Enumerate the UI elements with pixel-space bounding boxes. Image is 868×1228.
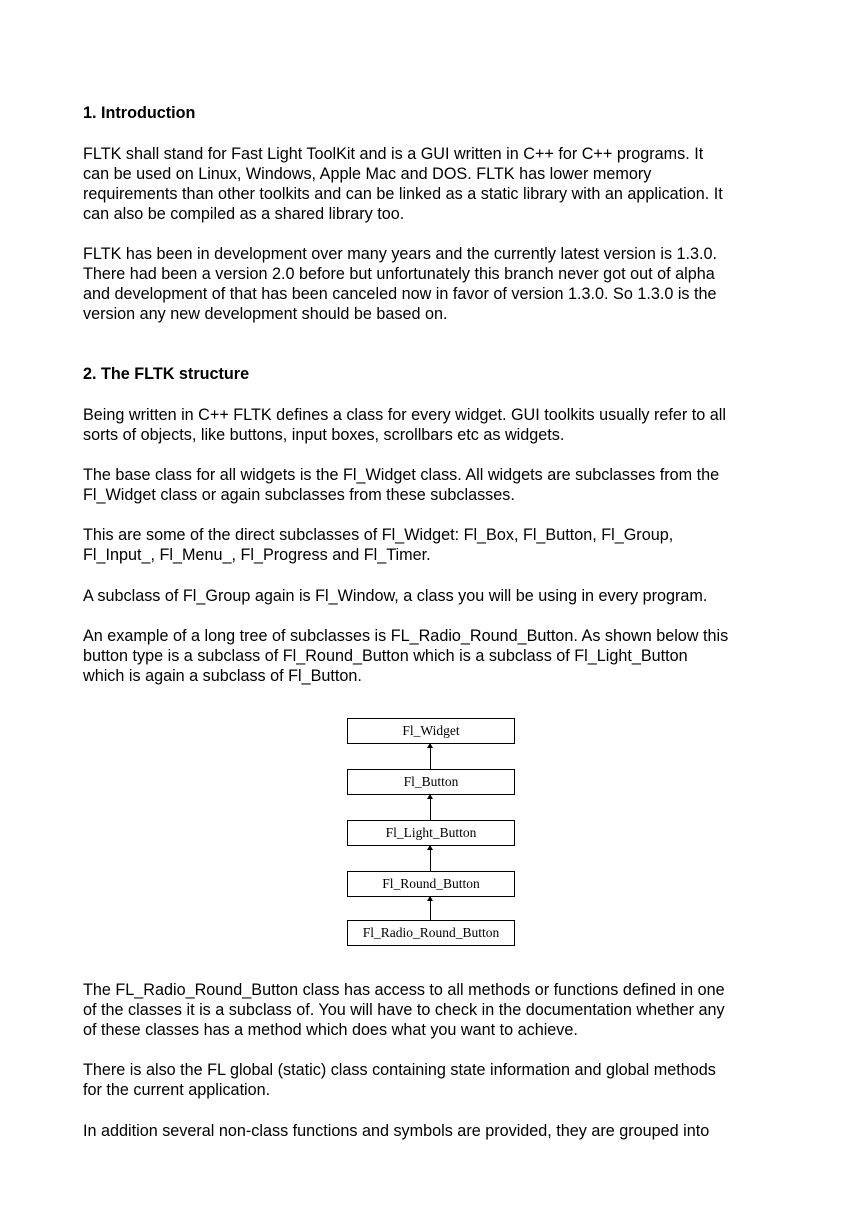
- arrowhead-icon: [427, 896, 433, 901]
- section-heading-structure: 2. The FLTK structure: [83, 365, 250, 383]
- text-line: version any new development should be based on.: [83, 305, 448, 323]
- section-heading-introduction: 1. Introduction: [83, 104, 196, 122]
- text-line: An example of a long tree of subclasses is FL_Radio_Round_Button. As shown below this: [83, 627, 729, 645]
- text-line: There is also the FL global (static) class containing state information and global methods: [83, 1061, 716, 1079]
- paragraph-fltk-versions: [83, 244, 717, 324]
- paragraph-base-class: [83, 465, 719, 505]
- text-line: can be used on Linux, Windows, Apple Mac and DOS. FLTK has lower memory: [83, 165, 652, 183]
- text-line: sorts of objects, like buttons, input boxes, scrollbars etc as widgets.: [83, 426, 565, 444]
- paragraph-window-subclass: [83, 586, 707, 606]
- text-line: button type is a subclass of Fl_Round_Button which is a subclass of Fl_Light_Button: [83, 647, 688, 665]
- paragraph-non-class-functions: [83, 1121, 709, 1141]
- text-line: can also be compiled as a shared library too.: [83, 205, 405, 223]
- paragraph-fltk-intro: [83, 144, 723, 224]
- text-line: and development of that has been canceled now in favor of version 1.3.0. So 1.3.0 is the: [83, 285, 717, 303]
- paragraph-widget-classes: [83, 405, 726, 445]
- inheritance-arrow: [430, 795, 431, 820]
- class-box-fl-radio-round-button: Fl_Radio_Round_Button: [347, 920, 515, 946]
- text-line: requirements than other toolkits and can be linked as a static library with an application. It: [83, 185, 723, 203]
- text-line: This are some of the direct subclasses of Fl_Widget: Fl_Box, Fl_Button, Fl_Group,: [83, 526, 674, 544]
- class-box-fl-button: Fl_Button: [347, 769, 515, 795]
- inheritance-arrow: [430, 897, 431, 920]
- class-hierarchy-diagram: [347, 718, 515, 948]
- text-line: FLTK shall stand for Fast Light ToolKit and is a GUI written in C++ for C++ programs. It: [83, 145, 704, 163]
- text-line: A subclass of Fl_Group again is Fl_Window, a class you will be using in every program.: [83, 587, 708, 605]
- text-line: In addition several non-class functions and symbols are provided, they are grouped into: [83, 1122, 710, 1140]
- text-line: Fl_Input_, Fl_Menu_, Fl_Progress and Fl_Timer.: [83, 546, 431, 564]
- paragraph-subclass-tree: [83, 626, 728, 686]
- arrowhead-icon: [427, 743, 433, 748]
- paragraph-global-class: [83, 1060, 716, 1100]
- text-line: of these classes has a method which does what you want to achieve.: [83, 1021, 578, 1039]
- text-line: The base class for all widgets is the Fl_Widget class. All widgets are subclasses from the: [83, 466, 720, 484]
- text-line: of the classes it is a subclass of. You will have to check in the documentation whether any: [83, 1001, 725, 1019]
- text-line: Being written in C++ FLTK defines a class for every widget. GUI toolkits usually refer to all: [83, 406, 726, 424]
- text-line: The FL_Radio_Round_Button class has access to all methods or functions defined in one: [83, 981, 725, 999]
- class-box-fl-light-button: Fl_Light_Button: [347, 820, 515, 846]
- arrowhead-icon: [427, 845, 433, 850]
- text-line: for the current application.: [83, 1081, 271, 1099]
- text-line: which is again a subclass of Fl_Button.: [83, 667, 362, 685]
- inheritance-arrow: [430, 744, 431, 769]
- text-line: FLTK has been in development over many years and the currently latest version is 1.3.0.: [83, 245, 718, 263]
- class-box-fl-widget: Fl_Widget: [347, 718, 515, 744]
- arrowhead-icon: [427, 794, 433, 799]
- text-line: There had been a version 2.0 before but unfortunately this branch never got out of alpha: [83, 265, 715, 283]
- class-box-fl-round-button: Fl_Round_Button: [347, 871, 515, 897]
- text-line: Fl_Widget class or again subclasses from these subclasses.: [83, 486, 515, 504]
- paragraph-method-access: [83, 980, 725, 1040]
- inheritance-arrow: [430, 846, 431, 871]
- paragraph-direct-subclasses: [83, 525, 673, 565]
